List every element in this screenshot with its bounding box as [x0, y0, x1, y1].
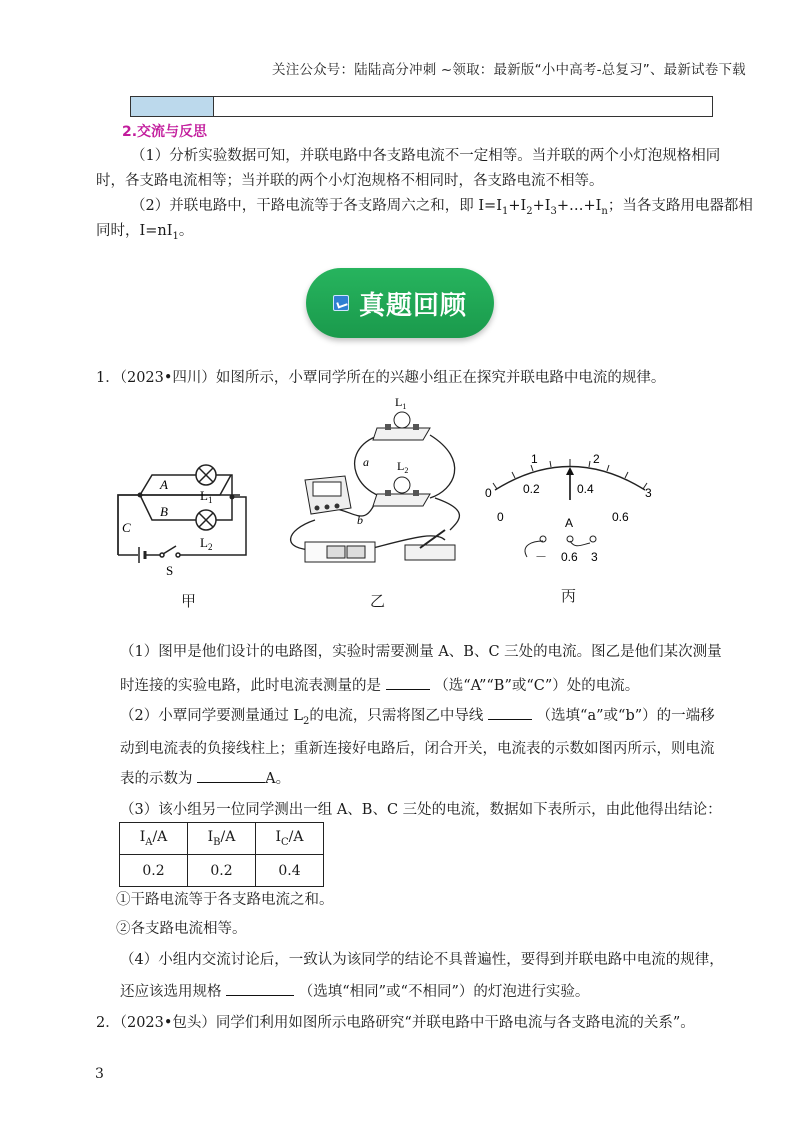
- tick-label-3: 3: [645, 486, 652, 500]
- question-1-stem: 1．（2023•四川）如图所示，小覃同学所在的兴趣小组正在探究并联电路中电流的规律。: [96, 370, 666, 386]
- reflection-paragraph-2-line-1: （2）并联电路中，干路电流等于各支路周六之和，即 $I=I_1+I_2+I_3+\dots+I_n$；当各支路用电器都相: [131, 198, 753, 217]
- header-ib: $I_B/A$: [188, 823, 256, 855]
- q1-part4-line1: （4）小组内交流讨论后，一致认为该同学的结论不具普遍性，要得到并联电路中电流的规律，: [120, 952, 724, 968]
- q1-part2-line3: 表的示数为 A。: [120, 771, 291, 787]
- ammeter-device: [305, 476, 351, 514]
- lamp-l1-symbol: [196, 465, 216, 485]
- label-L2-photo: $L_2$: [397, 459, 409, 475]
- tick-label-0: 0: [485, 486, 492, 500]
- label-L2: $L_2$: [200, 535, 213, 552]
- reflection-paragraph-1-line-2: 时，各支路电流相等；当并联的两个小灯泡规格不相同时，各支路电流不相等。: [96, 173, 604, 189]
- label-L1: $L_1$: [200, 488, 213, 505]
- label-L1-photo: $L_1$: [395, 395, 407, 411]
- section-banner: [306, 268, 494, 338]
- table-header-cell: [131, 97, 214, 116]
- q1-part1-line2: 时连接的实验电路，此时电流表测量的是 （选“A”“B”或“C”）处的电流。: [120, 678, 640, 694]
- ammeter-dial-bing: [475, 445, 665, 580]
- chart-icon: [333, 295, 349, 311]
- tick-label-0-4: 0.4: [577, 482, 594, 496]
- switch-device: [405, 530, 455, 560]
- battery-symbol: [139, 547, 145, 563]
- banner-label: 真题回顾: [358, 290, 467, 321]
- experiment-circuit-yi: [285, 390, 470, 580]
- answer-blank-2[interactable]: [488, 719, 532, 720]
- section-title: 2.交流与反思: [122, 124, 208, 140]
- tick-label-2: 2: [593, 452, 600, 466]
- page-number: 3: [95, 1066, 104, 1082]
- terminal-label-0-6: 0.6: [561, 550, 578, 564]
- terminal-wire-right: [570, 541, 590, 546]
- figure-label-jia: 甲: [181, 592, 197, 610]
- answer-blank-3[interactable]: [197, 782, 265, 783]
- battery-box: [305, 542, 375, 562]
- lamp-l1-holder: [373, 412, 430, 440]
- circuit-wires: [118, 475, 246, 555]
- unit-label: A: [565, 516, 574, 530]
- header-ic: $I_C/A$: [256, 823, 324, 855]
- tick-label-0-6: 0.6: [612, 510, 629, 524]
- tick-label-0-2: 0.2: [523, 482, 540, 496]
- q1-part4-line2: 还应该选用规格 （选填“相同”或“不相同”）的灯泡进行实验。: [120, 984, 590, 1000]
- q1-part3-line1: （3）该小组另一位同学测出一组 A、B、C 三处的电流，数据如下表所示，由此他得出结论：: [120, 802, 722, 818]
- label-C: C: [122, 520, 131, 535]
- header-ia: $I_A/A$: [120, 823, 188, 855]
- lamp-l2-holder: [373, 477, 430, 506]
- value-ib: 0.2: [188, 855, 256, 887]
- answer-blank-1[interactable]: [386, 689, 430, 690]
- conclusion-1: ①干路电流等于各支路电流之和。: [116, 892, 334, 908]
- question-2-stem: 2．（2023•包头）同学们利用如图所示电路研究“并联电路中干路电流与各支路电流的关系”。: [96, 1015, 695, 1031]
- value-ia: 0.2: [120, 855, 188, 887]
- table-row: [120, 855, 324, 887]
- label-S: S: [166, 563, 174, 578]
- tick-label-bottom-0: 0: [497, 510, 504, 524]
- wire-label-a: a: [363, 455, 369, 469]
- figure-label-bing: 丙: [561, 587, 577, 605]
- header-note: 关注公众号：陆陆高分冲刺 ~领取：最新版“小中高考-总复习”、最新试卷下载: [272, 62, 746, 78]
- label-B: B: [160, 504, 168, 519]
- label-A: A: [160, 477, 168, 492]
- terminal-label-minus: －: [535, 550, 548, 564]
- figure-label-yi: 乙: [370, 592, 386, 610]
- wire-label-b: b: [357, 513, 363, 527]
- conclusion-2: ②各支路电流相等。: [116, 921, 247, 937]
- circuit-diagram-jia: [108, 455, 268, 580]
- q1-part2-line1: （2）小覃同学要测量通过 $L_2$的电流，只需将图乙中导线 （选填“a”或“b”）的一端移: [120, 708, 715, 727]
- pointer-arrow: [566, 467, 574, 475]
- table-header-row: [120, 823, 324, 855]
- answer-blank-4[interactable]: [226, 995, 294, 996]
- q1-part2-line2: 动到电流表的负接线柱上；重新连接好电路后，闭合开关，电流表的示数如图丙所示，则电流: [120, 741, 715, 757]
- current-data-table: [119, 822, 324, 887]
- tick-label-1: 1: [531, 452, 538, 466]
- reflection-paragraph-2-line-2: 同时，$I=nI_1$。: [96, 223, 194, 242]
- reflection-paragraph-1-line-1: （1）分析实验数据可知，并联电路中各支路电流不一定相等。当并联的两个小灯泡规格相同: [131, 148, 721, 164]
- value-ic: 0.4: [256, 855, 324, 887]
- terminal-label-3: 3: [591, 550, 598, 564]
- switch-symbol: [160, 546, 180, 557]
- top-table-fragment: [130, 96, 713, 117]
- lamp-l2-symbol: [196, 510, 216, 530]
- terminal-posts: [540, 536, 596, 542]
- q1-part1-line1: （1）图甲是他们设计的电路图，实验时需要测量 A、B、C 三处的电流。图乙是他们某次测量: [120, 644, 722, 660]
